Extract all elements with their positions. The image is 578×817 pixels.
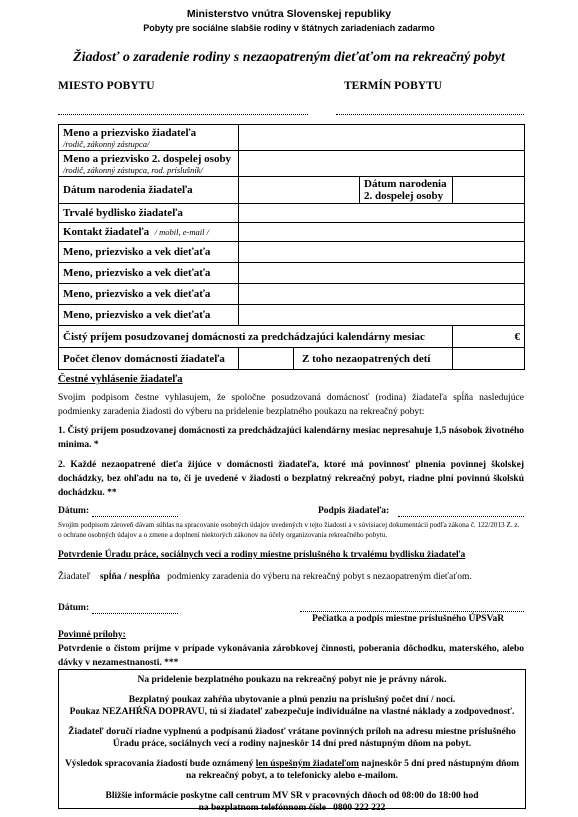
contact-field[interactable] — [239, 223, 525, 242]
place-label: MIESTO POBYTU — [58, 80, 155, 92]
applicant-form-table — [58, 124, 525, 370]
child-field[interactable] — [239, 305, 525, 326]
office-conditions-text: podmienky zaradenia do výberu na rekreačný pobyt s nezaopatreným dieťaťom. — [167, 572, 472, 582]
dob-applicant-field[interactable] — [239, 177, 360, 204]
applicant-name-label: Meno a priezvisko žiadateľa /rodič, zákonný zástupca/ — [59, 125, 239, 151]
data-consent-text: Svojím podpisom zároveň dávam súhlas na spracovanie osobných údajov uvedených v tejto žiadosti a v súvisiacej dokumentácii podľa zákona č. 122/2013 Z. z. o ochrane osobných údajov a o zmene a doplnení niektorých zákonov na účely organizovania rekreačného pobytu. — [58, 521, 520, 539]
declaration-date-label: Dátum: — [58, 506, 90, 516]
voucher-includes-note: Bezplatný poukaz zahŕňa ubytovanie a plnú penziu na príslušný počet dní / nocí. — [128, 694, 456, 705]
meets-choice[interactable]: spĺňa / nespĺňa — [99, 572, 161, 582]
child-field[interactable] — [239, 242, 525, 263]
call-center-info: Bližšie informácie poskytne call centrum MV SR v pracovných dňoch od 08:00 do 18:00 hod — [105, 790, 479, 801]
second-adult-field[interactable] — [239, 151, 525, 177]
declaration-intro: Svojim podpisom čestne vyhlasujem, že spoločne posudzovaná domácnosť (rodina) žiadateľa spĺňa nasledujúce podmienky zaradenia žiadosti do výberu na pridelenie bezplatného poukazu na rekreačný pobyt: — [58, 393, 524, 417]
income-field[interactable] — [453, 326, 525, 348]
office-confirmation-heading: Potvrdenie Úradu práce, sociálnych vecí a rodiny miestne príslušného k trvalému bydlisku žiadateľa — [58, 550, 466, 560]
child-field[interactable] — [239, 284, 525, 305]
office-date-field[interactable] — [92, 613, 178, 614]
dependents-field[interactable] — [453, 348, 525, 370]
phone-line: na bezplatnom telefónnom čísle 0800 222 222 — [198, 803, 386, 813]
child-label: Meno, priezvisko a vek dieťaťa — [59, 263, 239, 284]
place-field[interactable] — [58, 114, 308, 115]
attachments-heading: Povinné prílohy: — [58, 630, 126, 640]
income-label: Čistý príjem posudzovanej domácnosti za predchádzajúci kalendárny mesiac — [59, 326, 453, 348]
residence-label: Trvalé bydlisko žiadateľa — [59, 204, 239, 223]
second-adult-label: Meno a priezvisko 2. dospelej osoby /rodič, zákonný zástupca, rod. príslušník/ — [59, 151, 239, 177]
phone-number: 0800 222 222 — [333, 803, 386, 813]
no-legal-claim-note: Na pridelenie bezplatného poukazu na rekreačný pobyt nie je právny nárok. — [137, 675, 447, 685]
attachments-text: Potvrdenie o čistom príjme v prípade vykonávania zárobkovej činnosti, poberania dôchodku, materského, alebo dávky v nezamestnanosti. *** — [58, 644, 524, 668]
applicant-signature-field[interactable] — [398, 516, 524, 517]
residence-field[interactable] — [239, 204, 525, 223]
declaration-date-field[interactable] — [92, 516, 178, 517]
members-field[interactable] — [239, 348, 294, 370]
declaration-point-2: 2. Každé nezaopatrené dieťa žijúce v domácnosti žiadateľa, ktoré má povinnosť plnenia povinnej školskej dochádzky, bez ohľadu na to, či je uvedené v žiadosti o bezplatný rekreačný pobyt, riadne plní povinnú školskú dochádzku. ** — [58, 460, 524, 498]
applicant-name-field[interactable] — [239, 125, 525, 151]
child-label: Meno, priezvisko a vek dieťaťa — [59, 242, 239, 263]
no-transport-note: Poukaz NEZAHŔŇA DOPRAVU, tú si žiadateľ zabezpečuje individuálne na vlastné náklady a zodpovednosť. — [69, 707, 515, 717]
applicant-signature-label: Podpis žiadateľa: — [318, 506, 390, 516]
dependents-label: Z toho nezaopatrených detí — [294, 348, 453, 370]
child-label: Meno, priezvisko a vek dieťaťa — [59, 305, 239, 326]
ministry-header: Ministerstvo vnútra Slovenskej republiky — [186, 8, 392, 20]
currency-symbol: € — [514, 330, 520, 343]
office-stamp-label: Pečiatka a podpis miestne príslušného ÚPSVaR — [312, 614, 505, 624]
result-notification: Výsledok spracovania žiadostí bude oznámený len úspešným žiadateľom najneskôr 5 dní pred nástupným dňom na rekreačný pobyt, a to telefonicky alebo e-mailom. — [64, 758, 520, 781]
applicant-word: Žiadateľ — [58, 572, 91, 582]
dob-second-field[interactable] — [453, 177, 525, 204]
program-subtitle: Pobyty pre sociálne slabšie rodiny v štátnych zariadeniach zadarmo — [143, 23, 435, 33]
term-field[interactable] — [336, 114, 524, 115]
office-confirmation-line — [58, 572, 472, 582]
submission-instructions: Žiadateľ doručí riadne vyplnenú a podpísanú žiadosť vrátane povinných príloh na adresu miestne príslušného Úradu práce, sociálnych vecí a rodiny najneskôr 14 dní pred nástupným dňom na pobyt. — [68, 726, 516, 749]
declaration-heading: Čestné vyhlásenie žiadateľa — [58, 374, 183, 385]
dob-applicant-label: Dátum narodenia žiadateľa — [59, 177, 239, 204]
office-signature-field[interactable] — [300, 611, 524, 612]
members-label: Počet členov domácnosti žiadateľa — [59, 348, 239, 370]
child-label: Meno, priezvisko a vek dieťaťa — [59, 284, 239, 305]
office-date-label: Dátum: — [58, 603, 90, 613]
form-title: Žiadosť o zaradenie rodiny s nezaopatreným dieťaťom na rekreačný pobyt — [73, 50, 505, 65]
declaration-point-1: 1. Čistý príjem posudzovanej domácnosti za predchádzajúci kalendárny mesiac nepresahuje 1,5 násobok životného minima. * — [58, 426, 524, 450]
information-box — [58, 669, 526, 813]
dob-second-label: Dátum narodenia 2. dospelej osoby — [360, 177, 453, 204]
term-label: TERMÍN POBYTU — [344, 80, 443, 92]
contact-label: Kontakt žiadateľa / mobil, e-mail / — [59, 223, 239, 242]
child-field[interactable] — [239, 263, 525, 284]
